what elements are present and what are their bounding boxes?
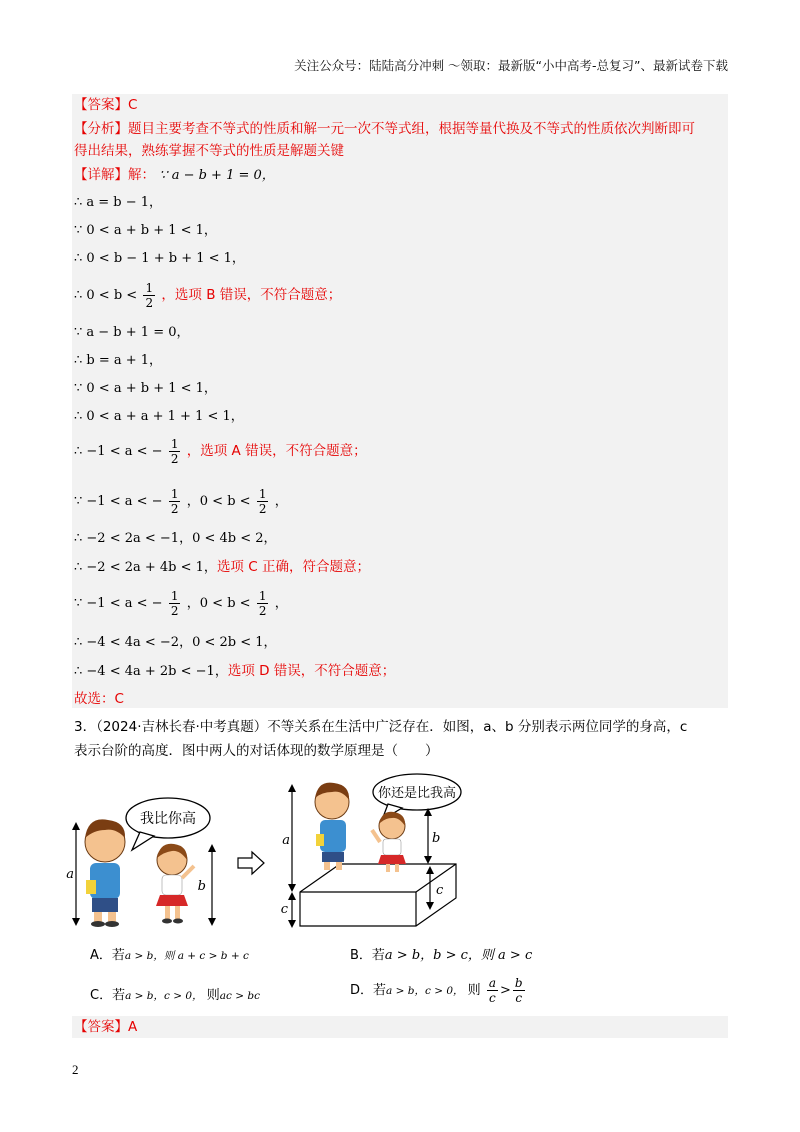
answer-block-2 <box>72 1016 728 1038</box>
step-7: ∵ 0 < a + b + 1 < 1， <box>74 381 217 396</box>
speech-bubble-left <box>126 798 210 850</box>
boy-on-step-icon <box>315 783 349 870</box>
step-2: ∵ 0 < a + b + 1 < 1， <box>74 223 217 238</box>
girl-on-step-icon <box>372 812 406 872</box>
fraction: $\frac{1}{2}$ <box>258 588 267 618</box>
option-b[interactable]: B．若a > b，b > c，则 a > c <box>350 948 533 963</box>
step-13: ∵ −1 < a < − $\frac{1}{2}$ ，0 < b < $\frac{1}{2}$ ， <box>74 588 288 618</box>
conclusion: 故选：C <box>74 691 124 707</box>
answer-line: 【答案】C <box>74 97 138 113</box>
height-a-step-arrow <box>282 784 296 892</box>
height-b-step-arrow <box>424 808 440 864</box>
height-comparison-figure <box>66 770 470 935</box>
step-4: ∴ 0 < b < $\frac{1}{2}$ ，选项 B 错误，不符合题意； <box>74 280 342 310</box>
step-1: ∴ a = b − 1， <box>74 195 163 210</box>
step-15: ∴ −4 < 4a + 2b < −1，选项 D 错误，不符合题意； <box>74 663 396 679</box>
answer-line-2: 【答案】A <box>74 1019 138 1035</box>
fraction: $\frac{a}{c}$ <box>488 976 496 1005</box>
fraction: $\frac{1}{2}$ <box>145 280 154 310</box>
svg-text:b: b <box>197 879 206 894</box>
step-5: ∵ a − b + 1 = 0， <box>74 325 190 340</box>
svg-text:c: c <box>436 883 444 898</box>
page-number: 2 <box>72 1062 79 1077</box>
step-6: ∴ b = a + 1， <box>74 353 163 368</box>
svg-text:c: c <box>280 902 288 917</box>
step-11: ∴ −2 < 2a < −1，0 < 4b < 2， <box>74 531 277 546</box>
svg-text:b: b <box>432 831 441 846</box>
analysis-line-2: 得出结果，熟练掌握不等式的性质是解题关键 <box>74 143 344 159</box>
step-9: ∴ −1 < a < − $\frac{1}{2}$ ，选项 A 错误，不符合题意； <box>74 436 367 466</box>
svg-text:a: a <box>282 833 290 848</box>
fraction: $\frac{b}{c}$ <box>514 976 523 1005</box>
right-arrow-icon <box>238 852 264 874</box>
fraction: $\frac{1}{2}$ <box>170 436 179 466</box>
step-8: ∴ 0 < a + a + 1 + 1 < 1， <box>74 409 244 424</box>
height-a-arrow <box>66 822 80 926</box>
step-14: ∴ −4 < 4a < −2，0 < 2b < 1， <box>74 635 277 650</box>
boy-icon <box>85 819 125 927</box>
page-header: 关注公众号：陆陆高分冲刺 〜领取：最新版“小中高考-总复习”、最新试卷下载 <box>294 58 728 73</box>
height-b-arrow <box>198 844 216 926</box>
svg-text:我比你高: 我比你高 <box>140 811 196 827</box>
fraction: $\frac{1}{2}$ <box>170 486 179 516</box>
fraction: $\frac{1}{2}$ <box>170 588 179 618</box>
svg-text:a: a <box>66 867 74 882</box>
option-a[interactable]: A．若a > b，则 a + c > b + c <box>90 948 249 963</box>
height-c-arrow <box>281 892 296 928</box>
girl-icon <box>156 844 194 924</box>
detail-line: 【详解】解： ∵ a − b + 1 = 0， <box>74 167 275 183</box>
step-3: ∴ 0 < b − 1 + b + 1 < 1， <box>74 251 245 266</box>
step-10: ∵ −1 < a < − $\frac{1}{2}$ ，0 < b < $\frac{1}{2}$ ， <box>74 486 288 516</box>
fraction: $\frac{1}{2}$ <box>258 486 267 516</box>
question-line-1: 3．（2024·吉林长春·中考真题）不等关系在生活中广泛存在．如图，a、b 分别表示两位同学的身高，c <box>74 719 688 735</box>
step-12: ∴ −2 < 2a + 4b < 1，选项 C 正确，符合题意； <box>74 559 370 575</box>
analysis-line: 【分析】题目主要考查不等式的性质和解一元一次不等式组，根据等量代换及不等式的性质依次判断即可 <box>74 121 695 137</box>
svg-text:你还是比我高: 你还是比我高 <box>377 786 457 801</box>
option-c[interactable]: C．若a > b，c > 0， 则ac > bc <box>90 988 260 1003</box>
question-line-2: 表示台阶的高度．图中两人的对话体现的数学原理是（ ） <box>74 743 439 759</box>
option-d[interactable]: D．若a > b，c > 0， 则 $\frac{a}{c}$ > $\frac{b}{c}$ <box>350 976 523 1005</box>
